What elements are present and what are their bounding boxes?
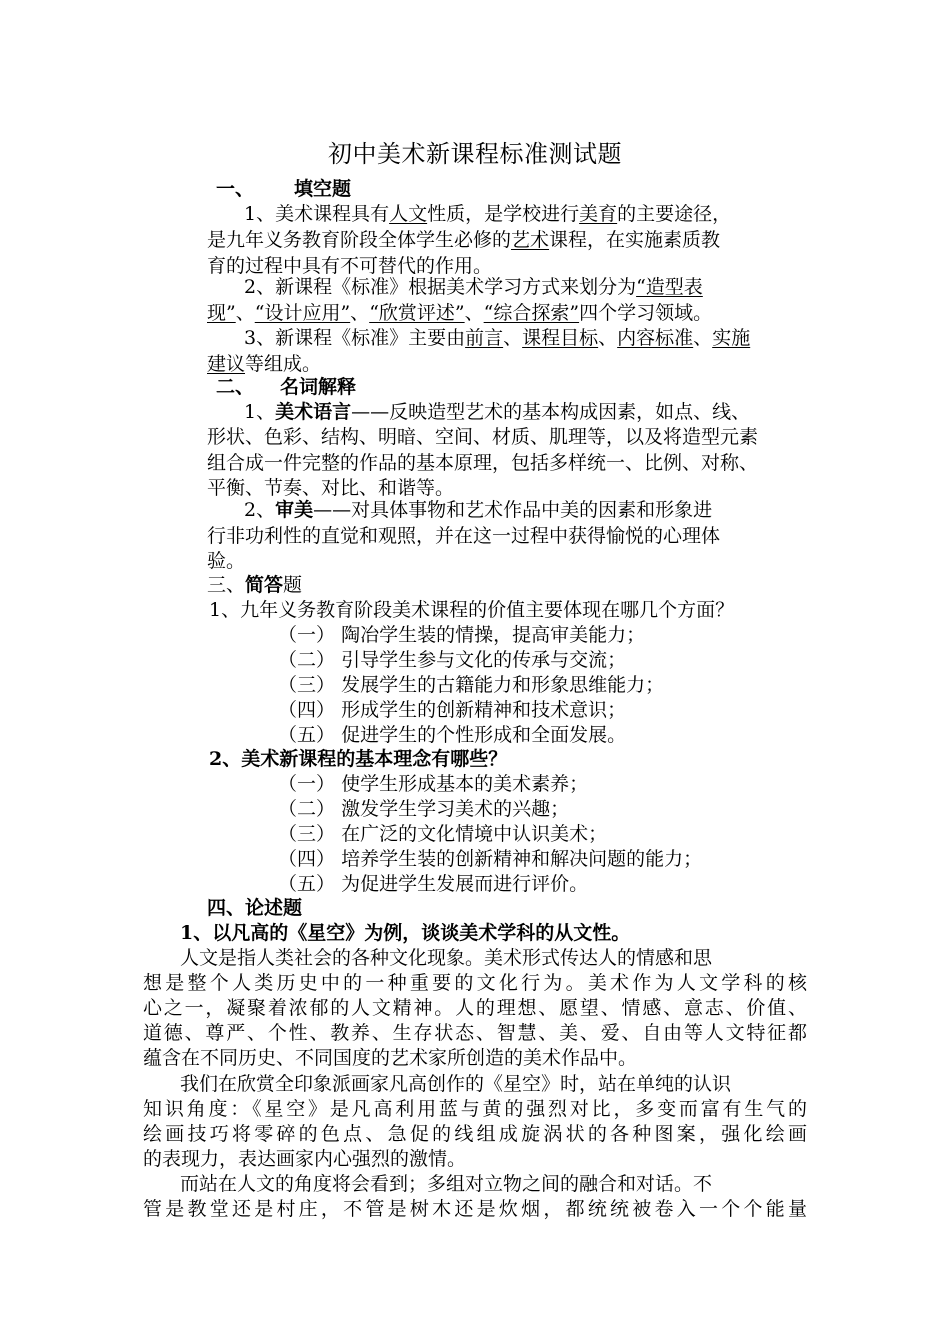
section-3-title-rest: 题 bbox=[283, 574, 303, 596]
term-meishu-yuyan: 美术语言 bbox=[275, 401, 352, 423]
section-1-heading bbox=[216, 176, 351, 202]
s4-p2-line2: 知识角度：《星空》是凡高利用蓝与黄的强烈对比，多变而富有生气的 bbox=[143, 1098, 807, 1120]
term-shenmei: 审美 bbox=[275, 499, 314, 521]
s4-p1-line4: 道德、尊严、个性、教养、生存状态、智慧、美、爱、自由等人文特征都 bbox=[143, 1022, 807, 1044]
section-1-number: 一、 bbox=[216, 178, 255, 200]
page-title: 初中美术新课程标准测试题 bbox=[328, 140, 622, 168]
answer-xinshang: “欣赏评述” bbox=[369, 302, 465, 324]
answer-shishi-1: 实施 bbox=[712, 327, 751, 349]
answer-neirong-biaozhun: 内容标准 bbox=[617, 327, 694, 349]
s3-q2-item-3: （三） 在广泛的文化情境中认识美术； bbox=[278, 823, 608, 845]
s3-q2-item-4: （四） 培养学生装的创新精神和解决问题的能力； bbox=[278, 848, 703, 870]
s3-q2-title: 2、美术新课程的基本理念有哪些？ bbox=[209, 748, 508, 770]
s1-q1-line2: 是九年义务教育阶段全体学生必修的艺术课程，在实施素质教 bbox=[207, 229, 721, 251]
s2-t2-line3: 验。 bbox=[207, 550, 246, 572]
answer-sheji: “设计应用” bbox=[254, 302, 351, 324]
section-3-heading bbox=[207, 572, 302, 598]
section-2-title: 名词解释 bbox=[280, 376, 357, 398]
s3-q1-item-3: （三） 发展学生的古籍能力和形象思维能力； bbox=[278, 674, 665, 696]
section-1-title: 填空题 bbox=[294, 178, 352, 200]
answer-zaoxing-2: 现” bbox=[207, 302, 236, 324]
s2-t1-line2: 形状、色彩、结构、明暗、空间、材质、肌理等，以及将造型元素 bbox=[207, 426, 759, 448]
s2-t2-line1: 2、审美——对具体事物和艺术作品中美的因素和形象进 bbox=[244, 499, 713, 521]
answer-zonghe: “综合探索” bbox=[483, 302, 580, 324]
answer-qianyan: 前言 bbox=[465, 327, 504, 349]
s3-q1-title: 1、九年义务教育阶段美术课程的价值主要体现在哪几个方面？ bbox=[209, 599, 735, 621]
s3-q2-item-2: （二） 激发学生学习美术的兴趣； bbox=[278, 798, 570, 820]
s3-q1-item-1: （一） 陶冶学生装的情操，提高审美能力； bbox=[278, 624, 646, 646]
s3-q1-item-2: （二） 引导学生参与文化的传承与交流； bbox=[278, 649, 627, 671]
s1-q3-line1: 3、新课程《标准》主要由前言、课程目标、内容标准、实施 bbox=[244, 327, 751, 349]
answer-meiyu: 美育 bbox=[579, 203, 618, 225]
s4-p2-line1: 我们在欣赏全印象派画家凡高创作的《星空》时，站在单纯的认识 bbox=[180, 1073, 732, 1095]
s2-t2-line2: 行非功利性的直觉和观照，并在这一过程中获得愉悦的心理体 bbox=[207, 525, 721, 547]
section-3-title-bold: 简答 bbox=[245, 574, 284, 596]
s2-t1-line4: 平衡、节奏、对比、和谐等。 bbox=[207, 477, 455, 499]
s4-p2-line4: 的表现力，表达画家内心强烈的激情。 bbox=[143, 1148, 467, 1170]
s4-p2-line3: 绘画技巧将零碎的色点、急促的线组成旋涡状的各种图案，强化绘画 bbox=[143, 1123, 807, 1145]
s4-q1-title: 1、以凡高的《星空》为例，谈谈美术学科的从文性。 bbox=[180, 922, 631, 944]
answer-kecheng-mubiao: 课程目标 bbox=[522, 327, 599, 349]
s3-q1-item-4: （四） 形成学生的创新精神和技术意识； bbox=[278, 699, 627, 721]
section-4-heading: 四、论述题 bbox=[207, 897, 303, 919]
s1-q3-line2: 建议等组成。 bbox=[207, 353, 322, 375]
section-2-heading bbox=[216, 374, 356, 400]
s3-q2-item-1: （一） 使学生形成基本的美术素养； bbox=[278, 773, 589, 795]
s4-p3-line1: 而站在人文的角度将会看到；多组对立物之间的融合和对话。不 bbox=[180, 1173, 713, 1195]
section-3-number: 三、 bbox=[207, 574, 246, 596]
s1-q2-line2: 现”、“设计应用”、“欣赏评述”、“综合探索”四个学习领域。 bbox=[207, 302, 713, 324]
s4-p1-line5: 蕴含在不同历史、不同国度的艺术家所创造的美术作品中。 bbox=[143, 1047, 638, 1069]
s1-q2-line1: 2、新课程《标准》根据美术学习方式来划分为“造型表 bbox=[244, 276, 703, 298]
answer-yishu: 艺术 bbox=[511, 229, 550, 251]
s4-p3-line2: 管是教堂还是村庄，不管是树木还是炊烟，都统统被卷入一个个能量 bbox=[143, 1198, 807, 1220]
answer-zaoxing-1: “造型表 bbox=[636, 276, 703, 298]
s4-p1-line3: 心之一，凝聚着浓郁的人文精神。人的理想、愿望、情感、意志、价值、 bbox=[143, 997, 807, 1019]
s3-q1-item-5: （五） 促进学生的个性形成和全面发展。 bbox=[278, 724, 627, 746]
s2-t1-line3: 组合成一件完整的作品的基本原理，包括多样统一、比例、对称、 bbox=[207, 452, 759, 474]
s4-p1-line1: 人文是指人类社会的各种文化现象。美术形式传达人的情感和思 bbox=[180, 947, 713, 969]
s2-t1-line1: 1、美术语言——反映造型艺术的基本构成因素，如点、线、 bbox=[244, 401, 751, 423]
section-2-number: 二、 bbox=[216, 376, 255, 398]
answer-renwen: 人文 bbox=[389, 203, 428, 225]
answer-shishi-2: 建议 bbox=[207, 353, 246, 375]
s3-q2-item-5: （五） 为促进学生发展而进行评价。 bbox=[278, 873, 589, 895]
s1-q1-line3: 育的过程中具有不可替代的作用。 bbox=[207, 255, 493, 277]
s4-p1-line2: 想是整个人类历史中的一种重要的文化行为。美术作为人文学科的核 bbox=[143, 972, 807, 994]
s1-q1-line1: 1、美术课程具有人文性质，是学校进行美育的主要途径， bbox=[244, 203, 732, 225]
